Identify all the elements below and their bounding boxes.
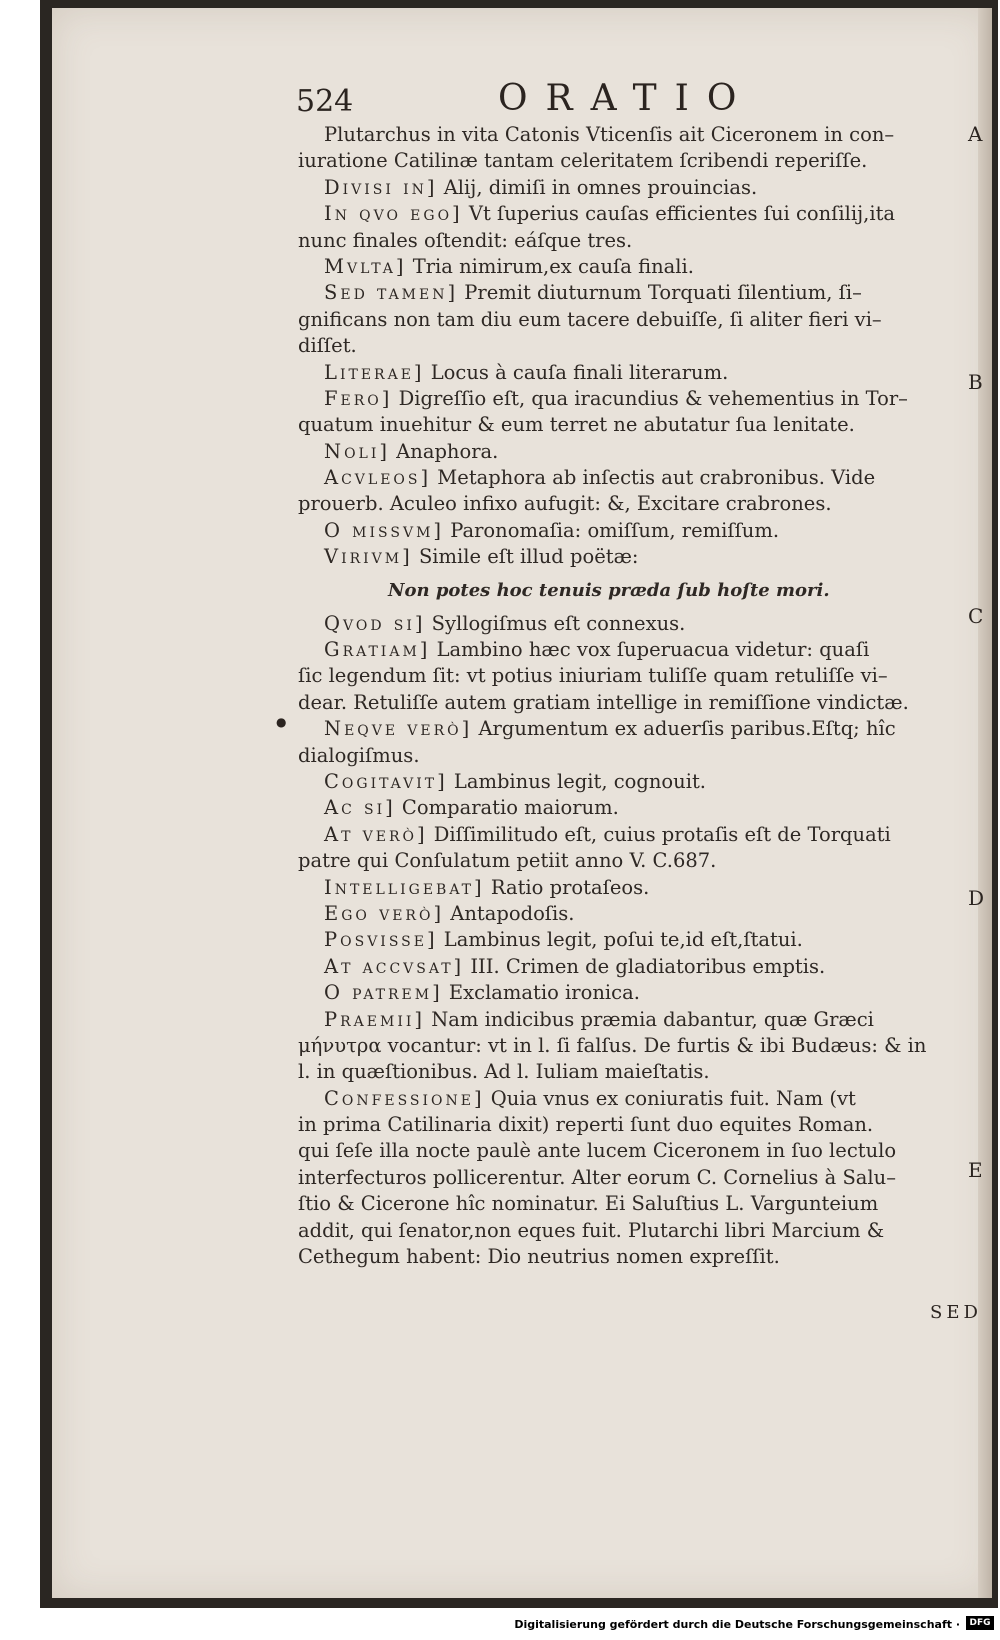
- lemma: Qvod si]: [324, 611, 426, 635]
- text-line: [298, 795, 968, 821]
- text-line: [298, 412, 968, 438]
- page-number: 524: [296, 84, 354, 119]
- lemma: Confessione]: [324, 1086, 485, 1110]
- margin-letter-d: D: [968, 886, 985, 910]
- text-line: [298, 228, 968, 254]
- margin-bullet: ●: [276, 715, 287, 729]
- line-text: ſtio & Cicerone hîc nominatur. Ei Saluſtius L. Vargunteium: [298, 1192, 879, 1216]
- line-text: nunc finales oſtendit: eáſque tres.: [298, 228, 633, 252]
- text-line: [298, 280, 968, 306]
- text-line: [298, 518, 968, 544]
- line-text: Quia vnus ex coniuratis fuit. Nam (vt: [484, 1086, 856, 1110]
- line-text: gnificans non tam diu eum tacere debuiſſe, ſi aliter fieri vi–: [298, 307, 882, 331]
- text-line: [298, 980, 968, 1006]
- margin-letter-e: E: [968, 1158, 983, 1182]
- running-head: [0, 78, 1000, 128]
- text-line: [298, 465, 968, 491]
- lemma: O missvm]: [324, 518, 445, 542]
- text-line: [298, 743, 968, 769]
- text-line: [298, 307, 968, 333]
- line-text: qui ſeſe illa nocte paulè ante lucem Ciceronem in ſuo lectulo: [298, 1139, 897, 1163]
- line-text: Exclamatio ironica.: [442, 981, 640, 1005]
- lemma: Sed tamen]: [324, 281, 459, 305]
- text-line: [298, 1059, 968, 1085]
- text-line: [298, 1191, 968, 1217]
- text-line: [298, 201, 968, 227]
- lemma: In qvo ego]: [324, 202, 463, 226]
- line-text: Simile eſt illud poëtæ:: [412, 545, 639, 569]
- text-line: [298, 1138, 968, 1164]
- line-text: addit, qui ſenator,non eques fuit. Plutarchi libri Marcium &: [298, 1218, 885, 1242]
- text-line: [298, 1244, 968, 1270]
- text-line: [298, 254, 968, 280]
- text-line: [298, 1033, 968, 1059]
- line-text: Lambino hæc vox ſuperuacua videtur: quaſi: [430, 638, 870, 662]
- text-line: [298, 1086, 968, 1112]
- line-text: Locus à cauſa finali literarum.: [424, 360, 729, 384]
- lemma: Ac si]: [324, 796, 396, 820]
- line-text: dear. Retuliſſe autem gratiam intellige in remiſſione vindictæ.: [298, 690, 909, 714]
- line-text: interfecturos pollicerentur. Alter eorum C. Cornelius à Salu–: [298, 1165, 896, 1189]
- line-text: Cethegum habent: Dio neutrius nomen expreſſit.: [298, 1245, 780, 1269]
- verse-quote: Non potes hoc tenuis præda ſub hoſte mori.: [388, 579, 830, 601]
- line-text: patre qui Conſulatum petiit anno V. C.687.: [298, 849, 717, 873]
- line-text: diſſet.: [298, 334, 357, 358]
- text-line: [298, 875, 968, 901]
- line-text: Syllogiſmus eſt connexus.: [425, 611, 686, 635]
- text-line: [298, 333, 968, 359]
- text-line: [298, 848, 968, 874]
- lemma: Intelligebat]: [324, 875, 485, 899]
- text-line: [298, 769, 968, 795]
- line-text: Digreſſio eſt, qua iracundius & vehementius in Tor–: [392, 386, 908, 410]
- text-line: [298, 690, 968, 716]
- lemma: Acvleos]: [324, 466, 432, 490]
- text-line: [298, 1218, 968, 1244]
- line-text: iuratione Catilinæ tantam celeritatem ſcribendi reperiſſe.: [298, 149, 868, 173]
- text-line: [298, 716, 968, 742]
- line-text: Anaphora.: [389, 439, 499, 463]
- text-line: [298, 386, 968, 412]
- text-line: [298, 439, 968, 465]
- text-line: [298, 544, 968, 570]
- margin-letter-c: C: [968, 604, 984, 628]
- lemma: Cogitavit]: [324, 769, 448, 793]
- line-text: Lambinus legit, cognouit.: [447, 769, 706, 793]
- lemma: Gratiam]: [324, 638, 431, 662]
- text-line: [298, 611, 968, 637]
- lemma: At accvsat]: [324, 954, 465, 978]
- text-line: [298, 954, 968, 980]
- line-text: quatum inuehitur & eum terret ne abutatur ſua lenitate.: [298, 413, 855, 437]
- line-text: Alij, dimiſi in omnes prouincias.: [437, 175, 758, 199]
- line-text: Comparatio maiorum.: [395, 796, 619, 820]
- dfg-logo: DFG: [966, 1616, 994, 1630]
- line-text: Argumentum ex aduerſis paribus.Eſtq; hîc: [472, 717, 896, 741]
- line-text: Nam indicibus præmia dabantur, quæ Græci: [425, 1007, 874, 1031]
- lemma: At verò]: [324, 822, 428, 846]
- text-line: [298, 360, 968, 386]
- lemma: Divisi in]: [324, 175, 438, 199]
- text-line: [298, 175, 968, 201]
- text-line: [298, 122, 968, 148]
- footer-bar: [0, 1608, 1000, 1640]
- line-text: Antapodoſis.: [444, 901, 575, 925]
- lemma: Posvisse]: [324, 928, 438, 952]
- line-text: dialogiſmus.: [298, 743, 420, 767]
- line-text: in prima Catilinaria dixit) reperti ſunt duo equites Roman.: [298, 1113, 874, 1137]
- lemma: Virivm]: [324, 545, 413, 569]
- lemma: Neqve verò]: [324, 717, 473, 741]
- line-text: Diſſimilitudo eſt, cuius protaſis eſt de Torquati: [427, 822, 891, 846]
- text-line: [298, 1165, 968, 1191]
- text-line: [298, 822, 968, 848]
- text-line: [298, 901, 968, 927]
- text-line: [298, 663, 968, 689]
- catchword: SED: [930, 1302, 982, 1323]
- line-text: Paronomaſia: omiſſum, remiſſum.: [444, 518, 780, 542]
- line-text: Ratio protaſeos.: [484, 875, 650, 899]
- lemma: Fero]: [324, 386, 393, 410]
- lemma: Praemii]: [324, 1007, 425, 1031]
- page-edge: [978, 8, 992, 1598]
- line-text: Premit diuturnum Torquati ſilentium, ſi–: [458, 281, 862, 305]
- page-title: ORATIO: [498, 78, 755, 119]
- text-line: [298, 148, 968, 174]
- line-text: Lambinus legit, poſui te,id eſt,ſtatui.: [437, 928, 803, 952]
- margin-letter-b: B: [968, 370, 983, 394]
- lemma: Literae]: [324, 360, 425, 384]
- footer-credit: Digitalisierung gefördert durch die Deutsche Forschungsgemeinschaft ·: [514, 1618, 960, 1631]
- line-text: III. Crimen de gladiatoribus emptis.: [464, 954, 826, 978]
- line-text: Vt ſuperius cauſas efficientes ſui conſilij,ita: [462, 202, 896, 226]
- lemma: O patrem]: [324, 981, 443, 1005]
- text-line: [298, 927, 968, 953]
- line-text: Metaphora ab inſectis aut crabronibus. Vide: [431, 466, 876, 490]
- text-line: [298, 1007, 968, 1033]
- line-text: Plutarchus in vita Catonis Vticenſis ait Ciceronem in con–: [324, 123, 895, 146]
- line-text: l. in quæſtionibus. Ad l. Iuliam maieſtatis.: [298, 1060, 710, 1084]
- line-text: Tria nimirum,ex cauſa finali.: [406, 254, 694, 278]
- lemma: Ego verò]: [324, 901, 445, 925]
- commentary-text: [298, 122, 968, 1270]
- lemma: Noli]: [324, 439, 390, 463]
- line-text: prouerb. Aculeo infixo aufugit: &, Excitare crabrones.: [298, 492, 832, 516]
- text-line: [298, 491, 968, 517]
- margin-letter-a: A: [968, 122, 983, 146]
- text-line: [298, 1112, 968, 1138]
- line-text: μήνυτρα vocantur: vt in l. ſi falſus. De furtis & ibi Budæus: & in: [298, 1033, 927, 1057]
- lemma: Mvlta]: [324, 254, 407, 278]
- line-text: ſic legendum ſit: vt potius iniuriam tuliſſe quam retuliſſe vi–: [298, 664, 888, 688]
- text-line: [298, 637, 968, 663]
